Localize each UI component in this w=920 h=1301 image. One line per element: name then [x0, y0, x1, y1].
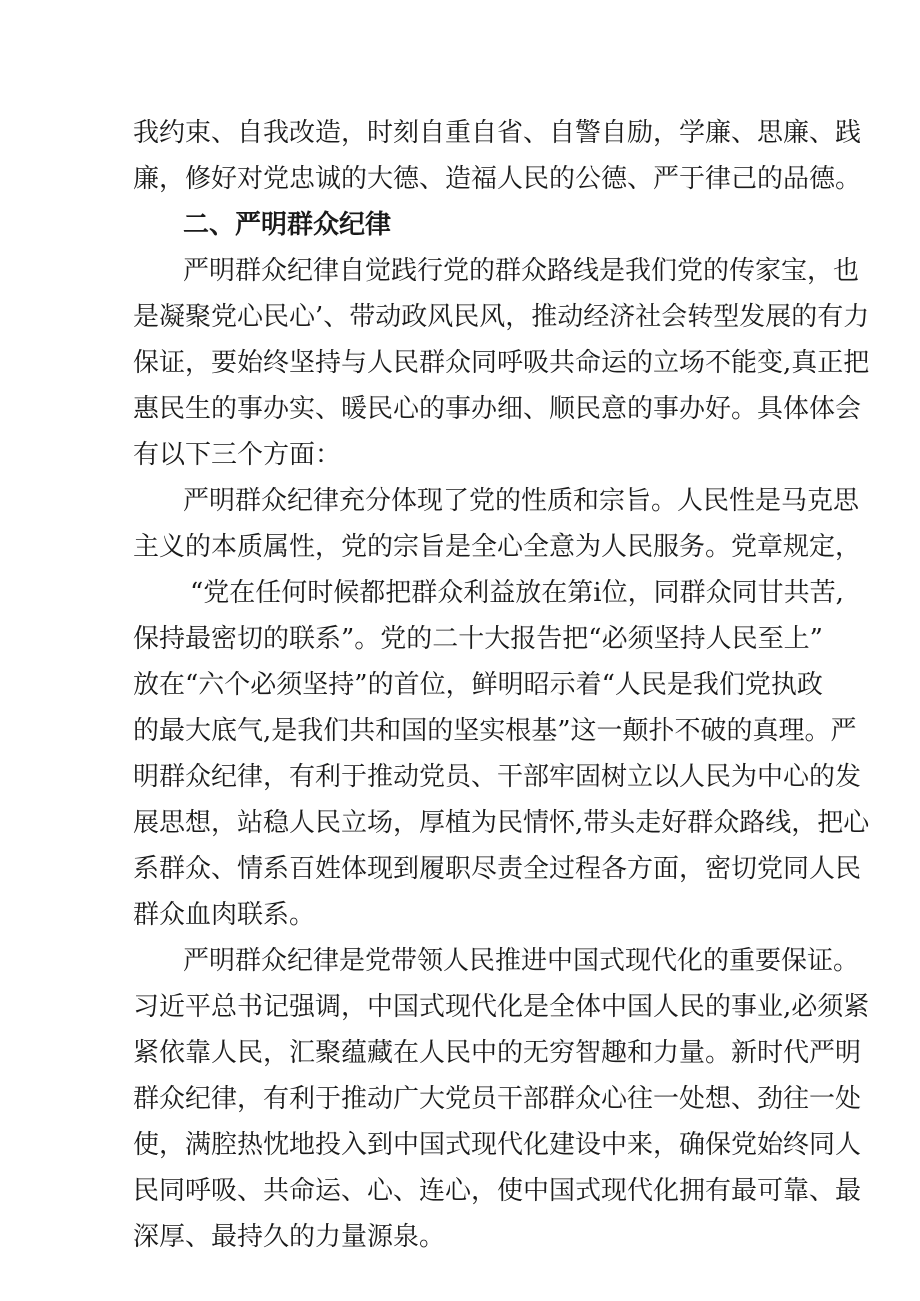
text-line: 是凝聚党心民心’、带动政风民风，推动经济社会转型发展的有力 — [133, 302, 870, 332]
text-line: 保持最密切的联系”。党的二十大报告把“必须坚持人民至上” — [133, 624, 823, 654]
text-line: 群众纪律，有利于推动广大党员干部群众心往一处想、劲往一处 — [133, 1084, 862, 1114]
section-heading: 二、严明群众纪律 — [183, 210, 392, 240]
text-line: 深厚、最持久的力量源泉。 — [133, 1222, 446, 1252]
text-line: 使，满腔热忱地投入到中国式现代化建设中来，确保党始终同人 — [133, 1130, 862, 1160]
text-line: 系群众、情系百姓体现到履职尽责全过程各方面，密切党同人民 — [133, 854, 862, 884]
text-line: 放在“六个必须坚持”的首位，鲜明昭示着“人民是我们党执政 — [133, 670, 823, 700]
text-line: 的最大底气,是我们共和国的坚实根基”这一颠扑不破的真理。严 — [133, 716, 857, 746]
text-line: 主义的本质属性，党的宗旨是全心全意为人民服务。党章规定， — [133, 532, 862, 562]
text-line: 展思想，站稳人民立场，厚植为民情怀,带头走好群众路线，把心 — [133, 808, 870, 838]
text-line: 群众血肉联系。 — [133, 900, 316, 930]
text-line: 惠民生的事办实、暖民心的事办细、顺民意的事办好。具体体会 — [133, 394, 862, 424]
text-line: 紧依靠人民，汇聚蕴藏在人民中的无穷智趣和力量。新时代严明 — [133, 1038, 862, 1068]
text-line: 我约束、自我改造，时刻自重自省、自警自励，学廉、思廉、践 — [133, 118, 862, 148]
text-line: 明群众纪律，有利于推动党员、干部牢固树立以人民为中心的发 — [133, 762, 862, 792]
text-line: 保证，要始终坚持与人民群众同呼吸共命运的立场不能变,真正把 — [133, 348, 870, 378]
text-line: 习近平总书记强调，中国式现代化是全体中国人民的事业,必须紧 — [133, 992, 870, 1022]
text-line: “党在任何时候都把群众利益放在第i位，同群众同甘共苦, — [190, 578, 844, 608]
text-line: 严明群众纪律自觉践行党的群众路线是我们党的传家宝，也 — [183, 256, 860, 286]
text-line: 严明群众纪律充分体现了党的性质和宗旨。人民性是马克思 — [183, 486, 860, 516]
text-line: 严明群众纪律是党带领人民推进中国式现代化的重要保证。 — [183, 946, 860, 976]
text-line: 廉，修好对党忠诚的大德、造福人民的公德、严于律己的品德。 — [133, 164, 862, 194]
text-line: 民同呼吸、共命运、心、连心，使中国式现代化拥有最可靠、最 — [133, 1176, 862, 1206]
text-line: 有以下三个方面： — [133, 440, 342, 470]
